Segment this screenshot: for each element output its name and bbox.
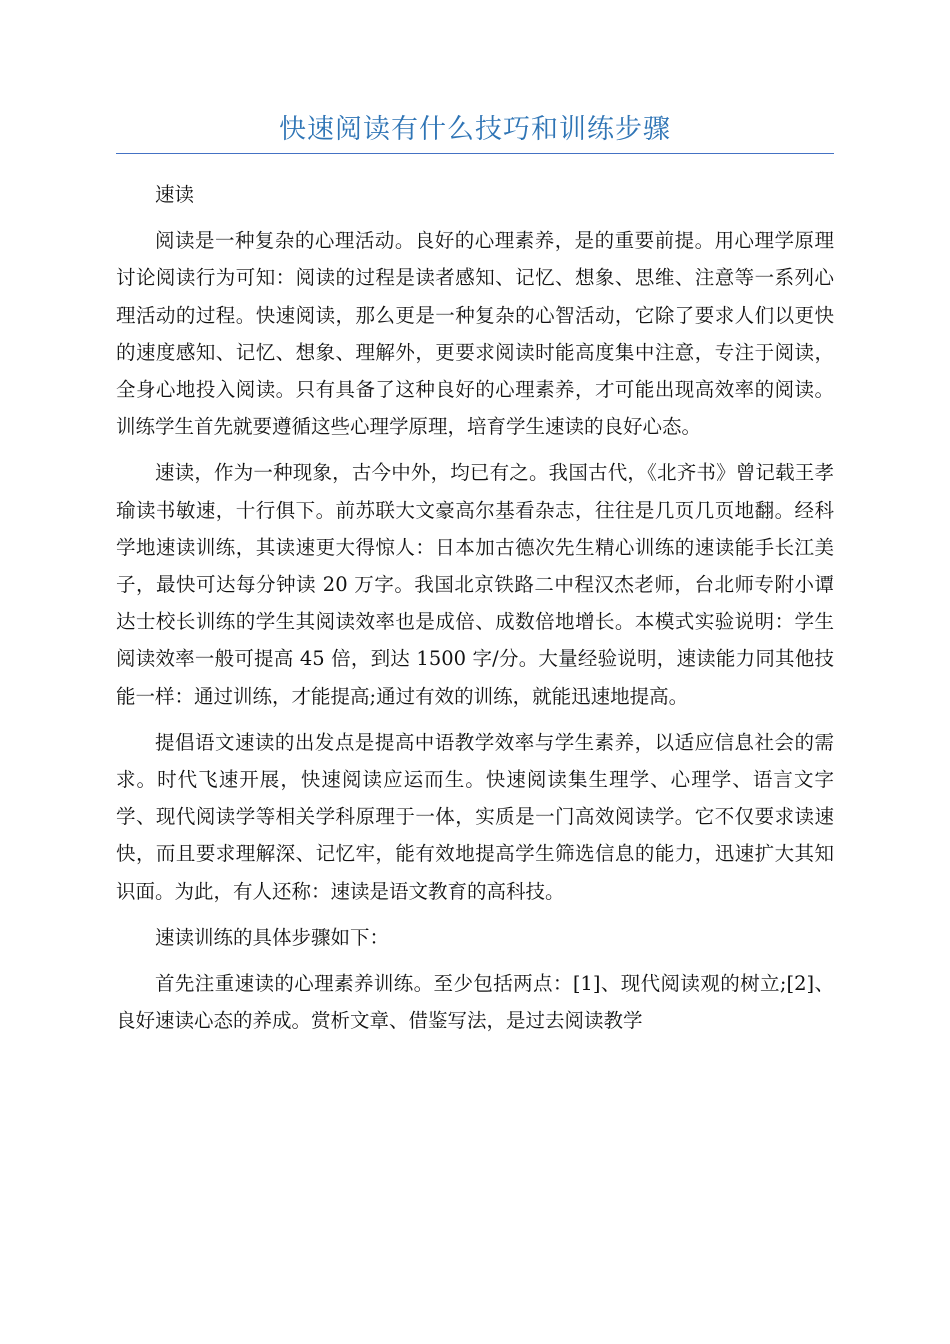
paragraph-purpose: 提倡语文速读的出发点是提高中语教学效率与学生素养，以适应信息社会的需求。时代飞速开展，快速阅读应运而生。快速阅读集生理学、心理学、语言文字学、现代阅读学等相关学科原理于一体，实质是一门高效阅读学。它不仅要求读速快，而且要求理解深、记忆牢，能有效地提高学生筛选信息的能力，迅速扩大其知识面。为此，有人还称：速读是语文教育的高科技。 [116,730,834,903]
document-title: 快速阅读有什么技巧和训练步骤 [279,114,671,145]
document-body [116,176,834,1048]
paragraph-step-one: 首先注重速读的心理素养训练。至少包括两点：[1]、现代阅读观的树立;[2]、良好速读心态的养成。赏析文章、借鉴写法，是过去阅读教学 [116,972,834,1033]
title-underline [116,153,834,154]
paragraph-steps-intro: 速读训练的具体步骤如下： [155,925,390,949]
paragraph-heading-sudu: 速读 [155,183,195,206]
paragraph-psychology: 阅读是一种复杂的心理活动。良好的心理素养，是的重要前提。用心理学原理讨论阅读行为可知：阅读的过程是读者感知、记忆、想象、思维、注意等一系列心理活动的过程。快速阅读，那么更是一种复杂的心智活动，它除了要求人们以更快的速度感知、记忆、想象、理解外，更要求阅读时能高度集中注意，专注于阅读，全身心地投入阅读。只有具备了这种良好的心理素养，才可能出现高效率的阅读。训练学生首先就要遵循这些心理学原理，培育学生速读的良好心态。 [116,229,834,439]
paragraph-history: 速读，作为一种现象，古今中外，均已有之。我国古代，《北齐书》曾记载王孝瑜读书敏速，十行俱下。前苏联大文豪高尔基看杂志，往往是几页几页地翻。经科学地速读训练，其读速更大得惊人：日本加古德次先生精心训练的速读能手长江美子，最快可达每分钟读 20 万字。我国北京铁路二中程汉杰老师，台北师专附小谭达士校长训练的学生其阅读效率也是成倍、成数倍地增长。本模式实验说明：学生阅读效率一般可提高 45 倍，到达 1500 字/分。大量经验说明，速读能力同其他技能一样：通过训练，才能提高;通过有效的训练，就能迅速地提高。 [116,461,834,708]
